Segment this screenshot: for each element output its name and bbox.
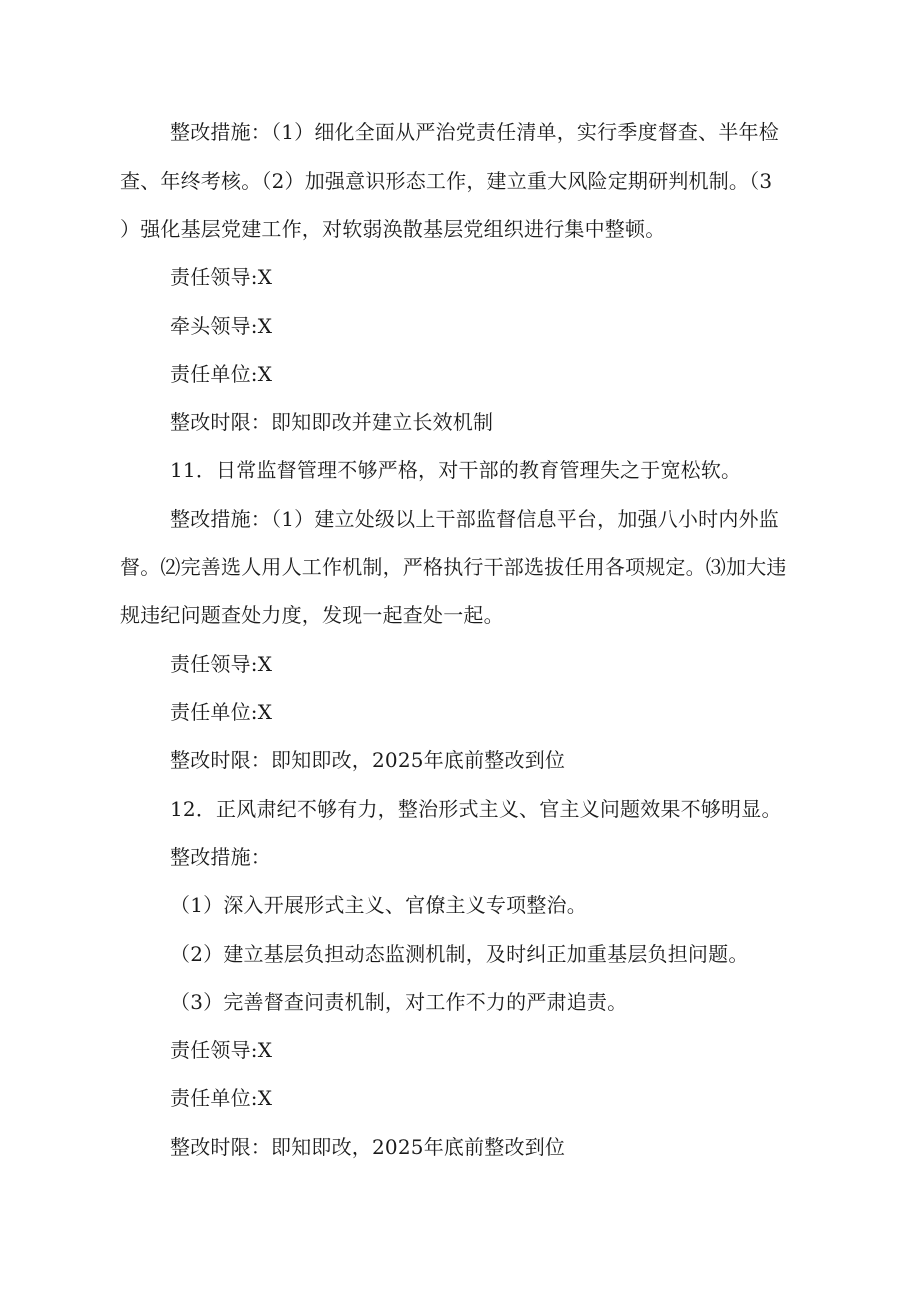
responsible-leader-line: 责任领导:X bbox=[170, 1038, 273, 1062]
measure-item-2: （2）建立基层负担动态监测机制，及时纠正加重基层负担问题。 bbox=[170, 942, 749, 966]
measure-item-3: （3）完善督查问责机制，对工作不力的严肃追责。 bbox=[170, 990, 628, 1014]
responsible-unit-line: 责任单位:X bbox=[170, 700, 273, 724]
deadline-line: 整改时限：即知即改，2025年底前整改到位 bbox=[170, 1135, 566, 1159]
paragraph-measures-1-line-1: 整改措施：（1）细化全面从严治党责任清单，实行季度督查、半年检 bbox=[170, 120, 779, 144]
deadline-line: 整改时限：即知即改，2025年底前整改到位 bbox=[170, 748, 566, 772]
deadline-line: 整改时限：即知即改并建立长效机制 bbox=[170, 410, 494, 434]
responsible-unit-line: 责任单位:X bbox=[170, 1086, 273, 1110]
responsible-unit-line: 责任单位:X bbox=[170, 362, 273, 386]
measure-item-1: （1）深入开展形式主义、官僚主义专项整治。 bbox=[170, 893, 587, 917]
paragraph-measures-1-line-3: ）强化基层党建工作，对软弱涣散基层党组织进行集中整顿。 bbox=[120, 217, 666, 241]
item-11-heading: 11．日常监督管理不够严格，对干部的教育管理失之于宽松软。 bbox=[170, 458, 742, 482]
measures-label: 整改措施： bbox=[170, 845, 271, 869]
responsible-leader-line: 责任领导:X bbox=[170, 265, 273, 289]
item-12-heading: 12．正风肃纪不够有力，整治形式主义、官主义问题效果不够明显。 bbox=[170, 797, 782, 821]
paragraph-measures-1-line-2: 查、年终考核。（2）加强意识形态工作，建立重大风险定期研判机制。（3 bbox=[120, 169, 773, 193]
lead-leader-line: 牵头领导:X bbox=[170, 314, 273, 338]
paragraph-measures-11-line-2: 督。⑵完善选人用人工作机制，严格执行干部选拔任用各项规定。⑶加大违 bbox=[120, 555, 787, 579]
paragraph-measures-11-line-1: 整改措施：（1）建立处级以上干部监督信息平台，加强八小时内外监 bbox=[170, 507, 779, 531]
responsible-leader-line: 责任领导:X bbox=[170, 652, 273, 676]
paragraph-measures-11-line-3: 规违纪问题查处力度，发现一起查处一起。 bbox=[120, 603, 504, 627]
